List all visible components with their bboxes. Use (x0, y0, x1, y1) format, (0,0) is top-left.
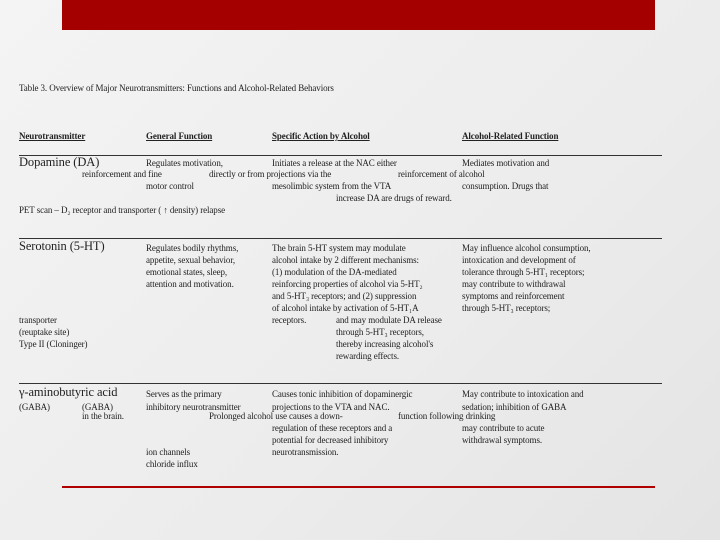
cell-text: Initiates a release at the NAC either (272, 158, 397, 168)
cell-text: receptors. (272, 315, 307, 325)
cell-text: function following drinking (398, 411, 496, 421)
cell-text: alcohol intake by 2 different mechanisms: (272, 255, 419, 265)
neurotransmitter-dopamine: Dopamine (DA) (19, 155, 100, 169)
cell-text: regulation of these receptors and a (272, 423, 393, 433)
cell-text: mesolimbic system from the VTA (272, 181, 392, 191)
header-specific-action: Specific Action by Alcohol (272, 131, 370, 141)
title-banner (62, 0, 655, 30)
cell-text: Regulates motivation, (146, 158, 223, 168)
header-general-function: General Function (146, 131, 213, 141)
cell-text: chloride influx (146, 459, 198, 469)
header-alcohol-related: Alcohol-Related Function (462, 131, 559, 141)
cell-text: (GABA) (19, 402, 50, 412)
cell-text: reinforcing properties of alcohol via 5-HT₂ (272, 279, 423, 289)
cell-text: Causes tonic inhibition of dopaminergic (272, 389, 413, 399)
cell-text: directly or from projections via the (209, 169, 332, 179)
cell-text: May influence alcohol consumption, (462, 243, 591, 253)
cell-text: thereby increasing alcohol's (336, 339, 434, 349)
cell-text: through 5-HT₃ receptors, (336, 327, 424, 337)
cell-text: Mediates motivation and (462, 158, 550, 168)
cell-text: and may modulate DA release (336, 315, 442, 325)
cell-text: tolerance through 5-HT₁ receptors; (462, 267, 585, 277)
bottom-accent-rule (62, 486, 655, 488)
cell-text: Serves as the primary (146, 389, 222, 399)
cell-text: ion channels (146, 447, 191, 457)
cell-text: attention and motivation. (146, 279, 234, 289)
cell-text: appetite, sexual behavior, (146, 255, 236, 265)
cell-text: reinforcement of alcohol (398, 169, 485, 179)
cell-text: may contribute to acute (462, 423, 545, 433)
cell-text: reinforcement and fine (82, 169, 162, 179)
cell-text: may contribute to withdrawal (462, 279, 566, 289)
cell-text: withdrawal symptoms. (462, 435, 542, 445)
neurotransmitter-gaba: γ-aminobutyric acid (19, 385, 118, 399)
row-divider (19, 155, 662, 156)
row-divider (19, 383, 662, 384)
cell-text: through 5-HT₃ receptors; (462, 303, 551, 313)
cell-text: motor control (146, 181, 194, 191)
header-neurotransmitter: Neurotransmitter (19, 131, 86, 141)
cell-text: The brain 5-HT system may modulate (272, 243, 406, 253)
cell-text: and 5-HT₃ receptors; and (2) suppression (272, 291, 417, 301)
cell-text: transporter (19, 315, 57, 325)
cell-text: sedation; inhibition of GABA (462, 402, 567, 412)
table-title: Table 3. Overview of Major Neurotransmitters: Functions and Alcohol-Related Behaviors (19, 83, 334, 93)
cell-text: symptoms and reinforcement (462, 291, 565, 301)
cell-text: Regulates bodily rhythms, (146, 243, 239, 253)
cell-text: increase DA are drugs of reward. (336, 193, 452, 203)
cell-text: May contribute to intoxication and (462, 389, 584, 399)
cell-text: inhibitory neurotransmitter (146, 402, 241, 412)
cell-text: potential for decreased inhibitory (272, 435, 389, 445)
row-divider (19, 238, 662, 239)
cell-text: rewarding effects. (336, 351, 400, 361)
cell-text: consumption. Drugs that (462, 181, 549, 191)
cell-text: of alcohol intake by activation of 5-HT₁A (272, 303, 419, 313)
cell-text: intoxication and development of (462, 255, 576, 265)
cell-text: Prolonged alcohol use causes a down- (209, 411, 343, 421)
cell-text: (GABA) (82, 402, 113, 412)
cell-text: PET scan – D₂ receptor and transporter ( ↑ density) relapse (19, 205, 226, 215)
cell-text: in the brain. (82, 411, 124, 421)
cell-text: (reuptake site) (19, 327, 70, 337)
cell-text: (1) modulation of the DA-mediated (272, 267, 397, 277)
neurotransmitter-serotonin: Serotonin (5-HT) (19, 239, 105, 253)
cell-text: neurotransmission. (272, 447, 339, 457)
cell-text: emotional states, sleep, (146, 267, 228, 277)
cell-text: Type II (Cloninger) (19, 339, 88, 349)
cell-text: projections to the VTA and NAC. (272, 402, 390, 412)
